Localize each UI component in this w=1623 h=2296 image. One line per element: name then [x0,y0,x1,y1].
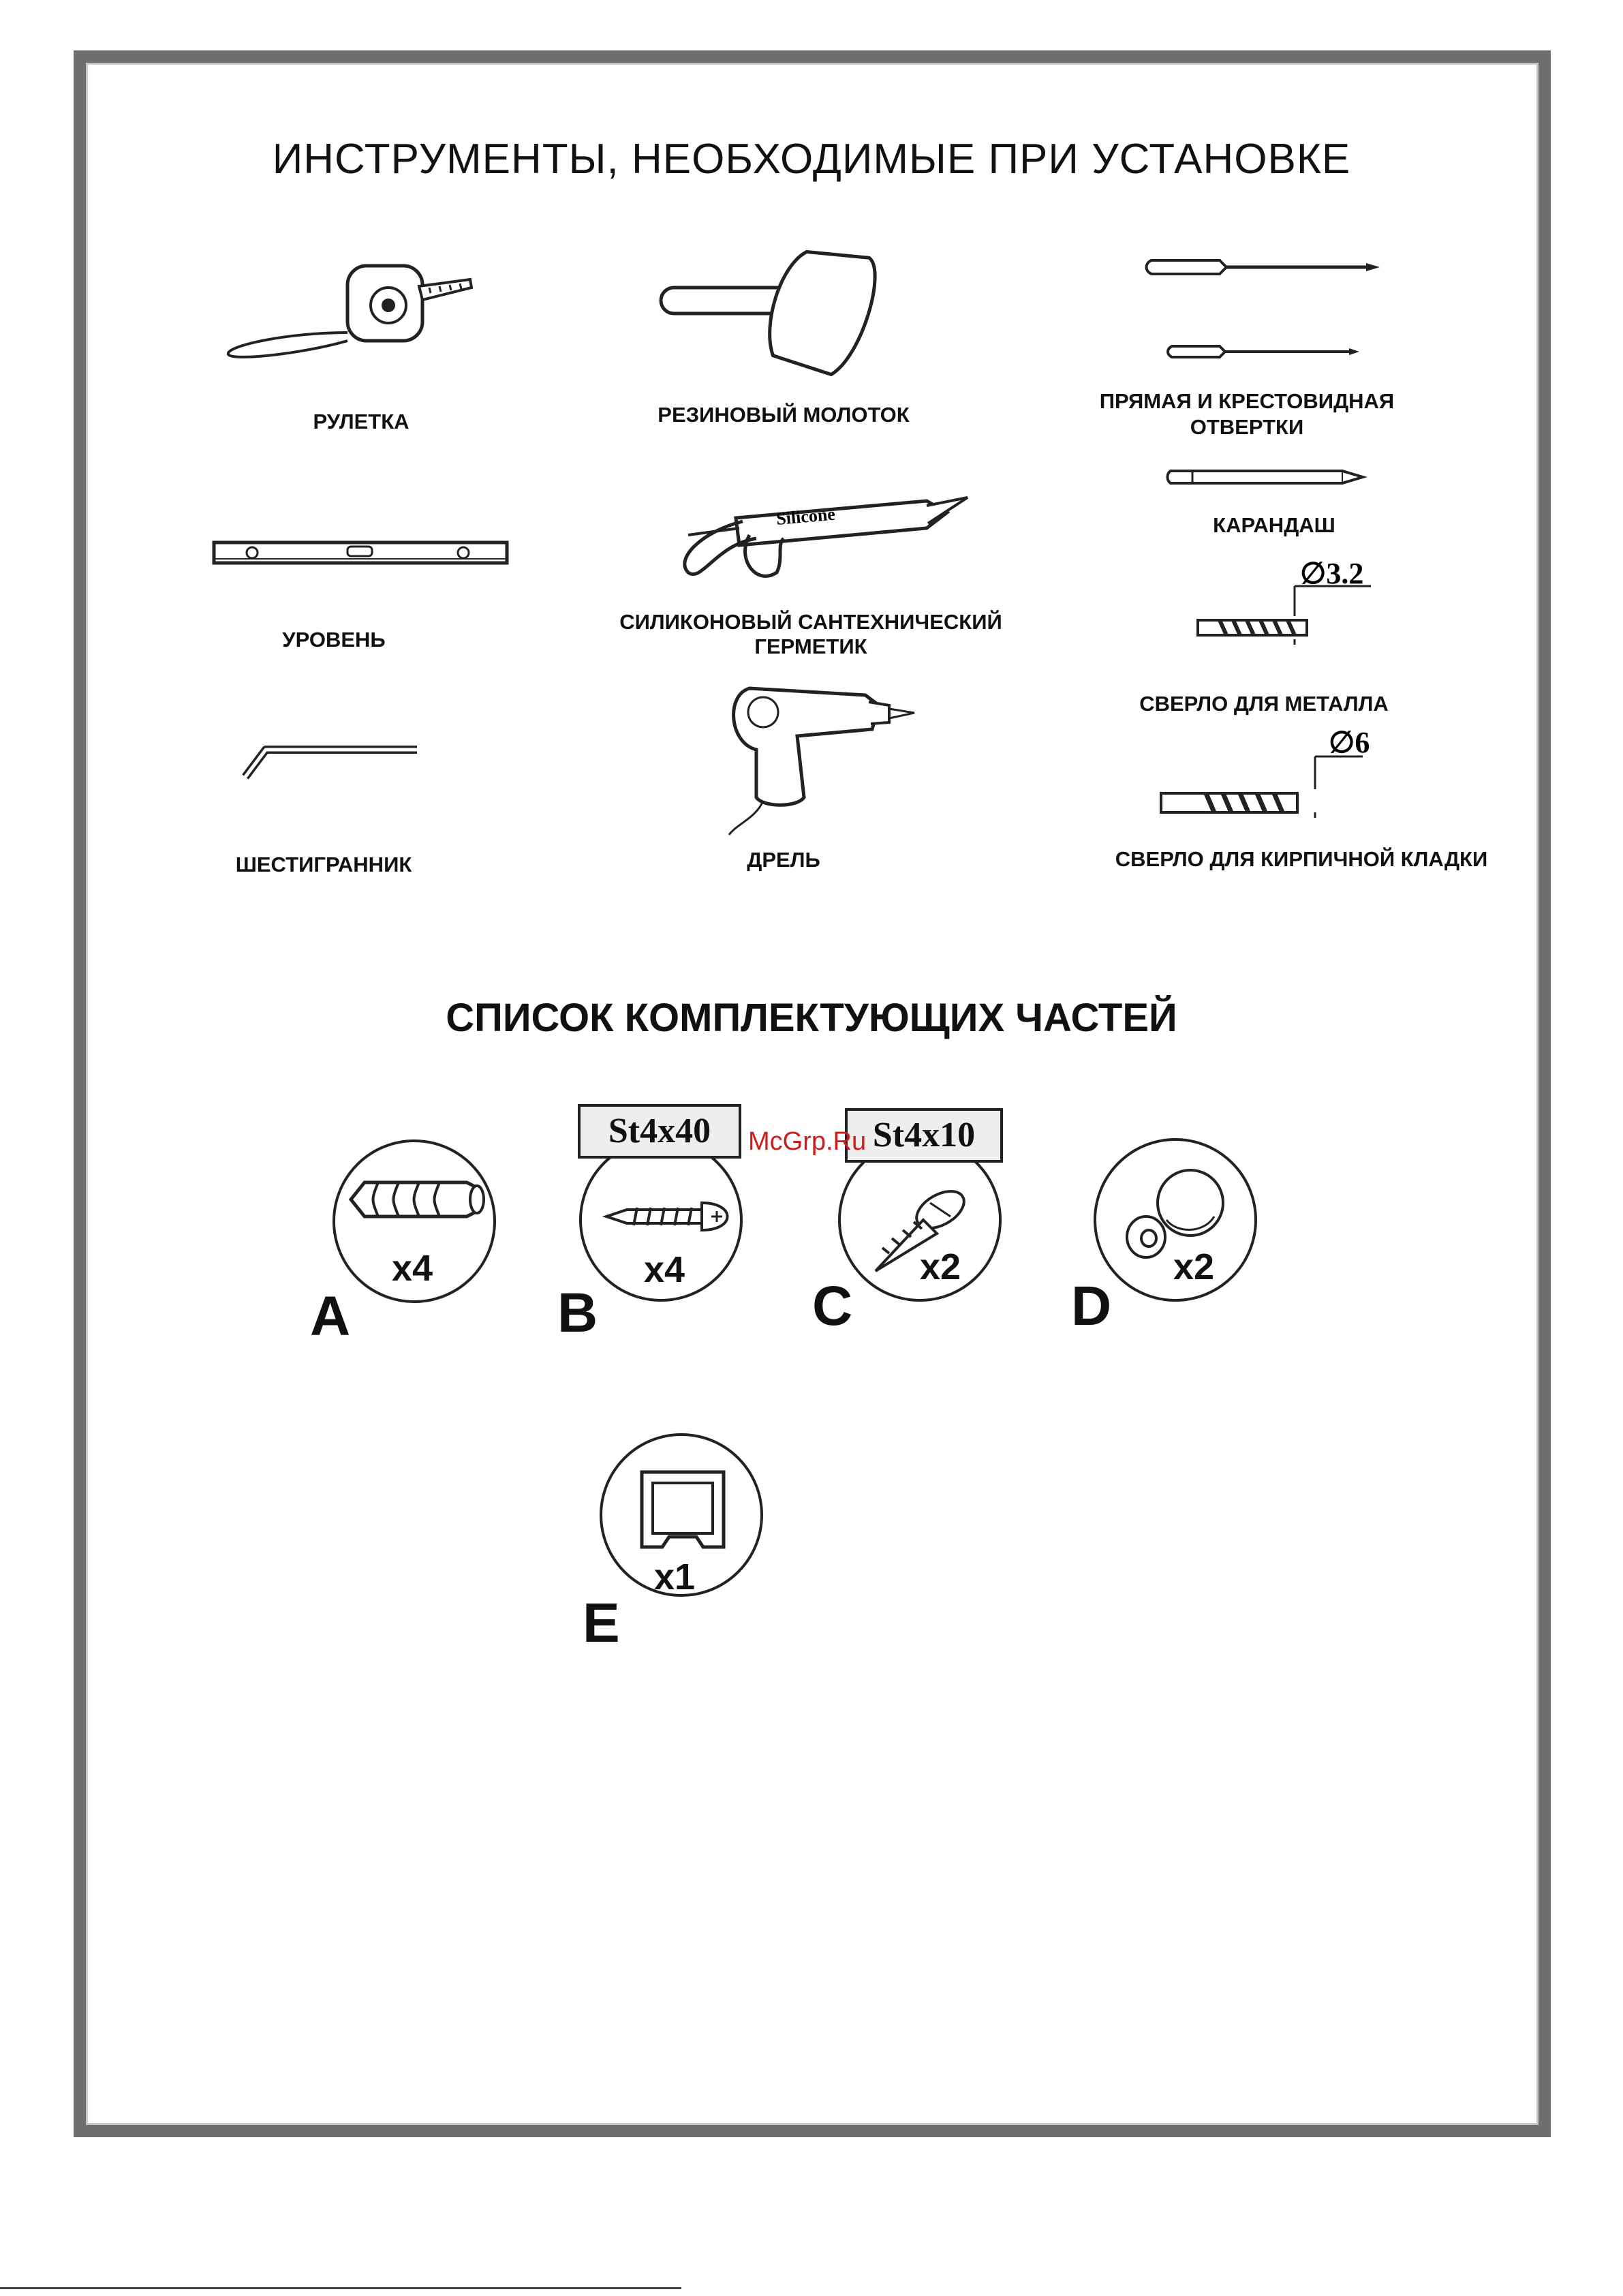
masonry-drill-dimension: ∅6 [1329,726,1370,759]
tool-metal-drill-bit [1192,559,1397,641]
power-drill-icon [715,682,920,838]
tool-tape-measure [218,252,491,388]
rubber-mallet-icon [654,239,893,375]
wall-anchor-icon [344,1169,494,1230]
metal-drill-dimension: ∅3.2 [1300,557,1364,590]
tool-screwdrivers [1145,252,1383,375]
tool-label-metal-drill-bit: СВЕРЛО ДЛЯ МЕТАЛЛА [1139,692,1389,716]
tool-label-tape-measure: РУЛЕТКА [313,410,409,433]
tool-label-pencil: КАРАНДАШ [1213,513,1335,537]
tool-label-spirit-level: УРОВЕНЬ [282,628,386,652]
watermark: McGrp.Ru [748,1127,867,1156]
tool-power-drill [715,682,920,838]
tools-section-title: ИНСТРУМЕНТЫ, НЕОБХОДИМЫЕ ПРИ УСТАНОВКЕ [272,136,1351,183]
tool-label-masonry-drill-bit: СВЕРЛО ДЛЯ КИРПИЧНОЙ КЛАДКИ [1115,847,1488,871]
part-d-letter: D [1071,1275,1112,1337]
tool-hex-key [238,736,422,791]
part-c-letter: C [812,1275,853,1337]
part-e-quantity: x1 [654,1557,696,1597]
masonry-drill-bit-icon [1158,726,1376,818]
tape-measure-icon [218,252,491,388]
long-screw-icon [600,1193,736,1240]
spirit-level-icon [211,538,511,572]
tool-label-hex-key: ШЕСТИГРАННИК [235,853,412,876]
tool-label-power-drill: ДРЕЛЬ [747,848,820,872]
metal-drill-bit-icon [1192,559,1397,641]
hex-key-icon [238,736,422,791]
part-b-letter: B [557,1282,598,1344]
part-a-quantity: x4 [392,1248,433,1289]
parts-section-title: СПИСОК КОМПЛЕКТУЮЩИХ ЧАСТЕЙ [446,996,1177,1040]
bottom-rule [0,2287,681,2289]
part-d-quantity: x2 [1173,1246,1215,1287]
sealant-gun-icon [675,470,974,593]
tool-label-screwdrivers: ПРЯМАЯ И КРЕСТОВИДНАЯ ОТВЕРТКИ [1099,389,1395,439]
part-e-letter: E [583,1592,620,1654]
tool-rubber-mallet [654,239,893,375]
tool-label-sealant: СИЛИКОНОВЫЙ САНТЕХНИЧЕСКИЙ ГЕРМЕТИК [619,610,1002,658]
tool-sealant-gun [675,470,974,593]
tool-spirit-level [211,538,511,572]
part-b-spec-label: St4x40 [578,1104,741,1159]
screwdrivers-icon [1145,252,1383,375]
part-b-quantity: x4 [644,1249,685,1290]
pencil-icon [1165,467,1370,487]
tool-masonry-drill-bit [1158,726,1376,818]
bracket-icon [635,1465,730,1554]
sealant-cartridge-text: Silicone [775,504,836,529]
tool-label-rubber-mallet: РЕЗИНОВЫЙ МОЛОТОК [658,403,910,427]
part-c-spec-label: St4x10 [845,1108,1003,1163]
part-c-quantity: x2 [920,1246,961,1287]
tool-pencil [1165,467,1370,487]
part-a-letter: A [310,1285,351,1347]
